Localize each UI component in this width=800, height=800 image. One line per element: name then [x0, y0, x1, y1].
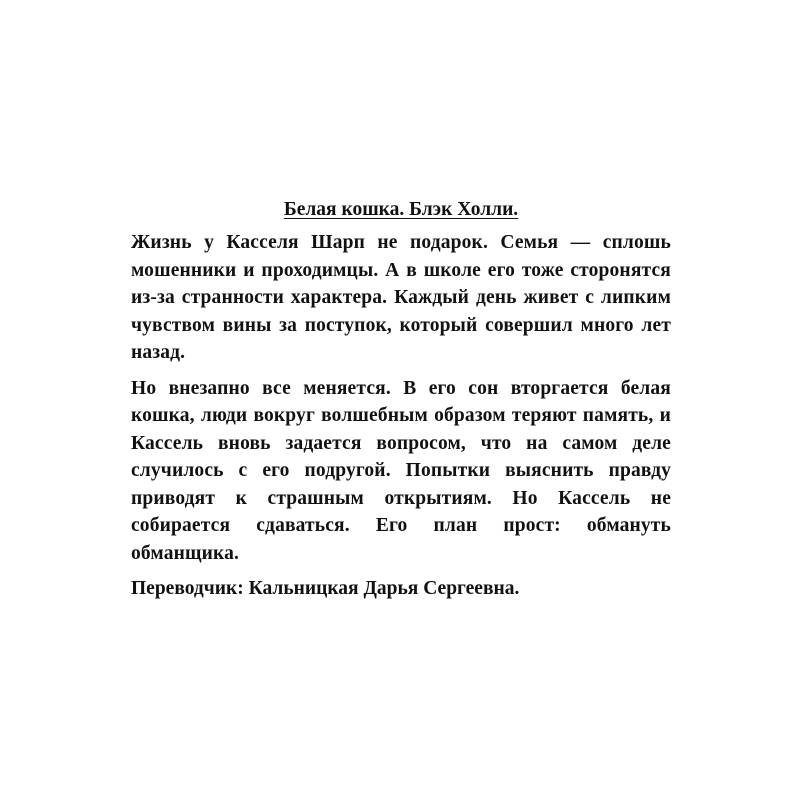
paragraph-synopsis-1: Жизнь у Касселя Шарп не подарок. Семья — сплошь мошенники и проходимцы. А в школе его тоже сторонятся из-за странности характера. Каждый день живет с липким чувством вины за поступок, который совершил много лет назад. — [131, 232, 671, 363]
paragraph-synopsis-2: Но внезапно все меняется. В его сон вторгается белая кошка, люди вокруг волшебным образом теряют память, и Кассель вновь задается вопросом, что на самом деле случилось с его подругой. Попытки выяснить правду приводят к страшным открытиям. Но Кассель не собирается сдаваться. Его план прост: обмануть обманщика. — [131, 377, 671, 564]
document-title: Белая кошка. Блэк Холли. — [283, 199, 519, 220]
translator-credit: Переводчик: Кальницкая Дарья Сергеевна. — [131, 578, 520, 599]
document-page — [131, 196, 671, 603]
